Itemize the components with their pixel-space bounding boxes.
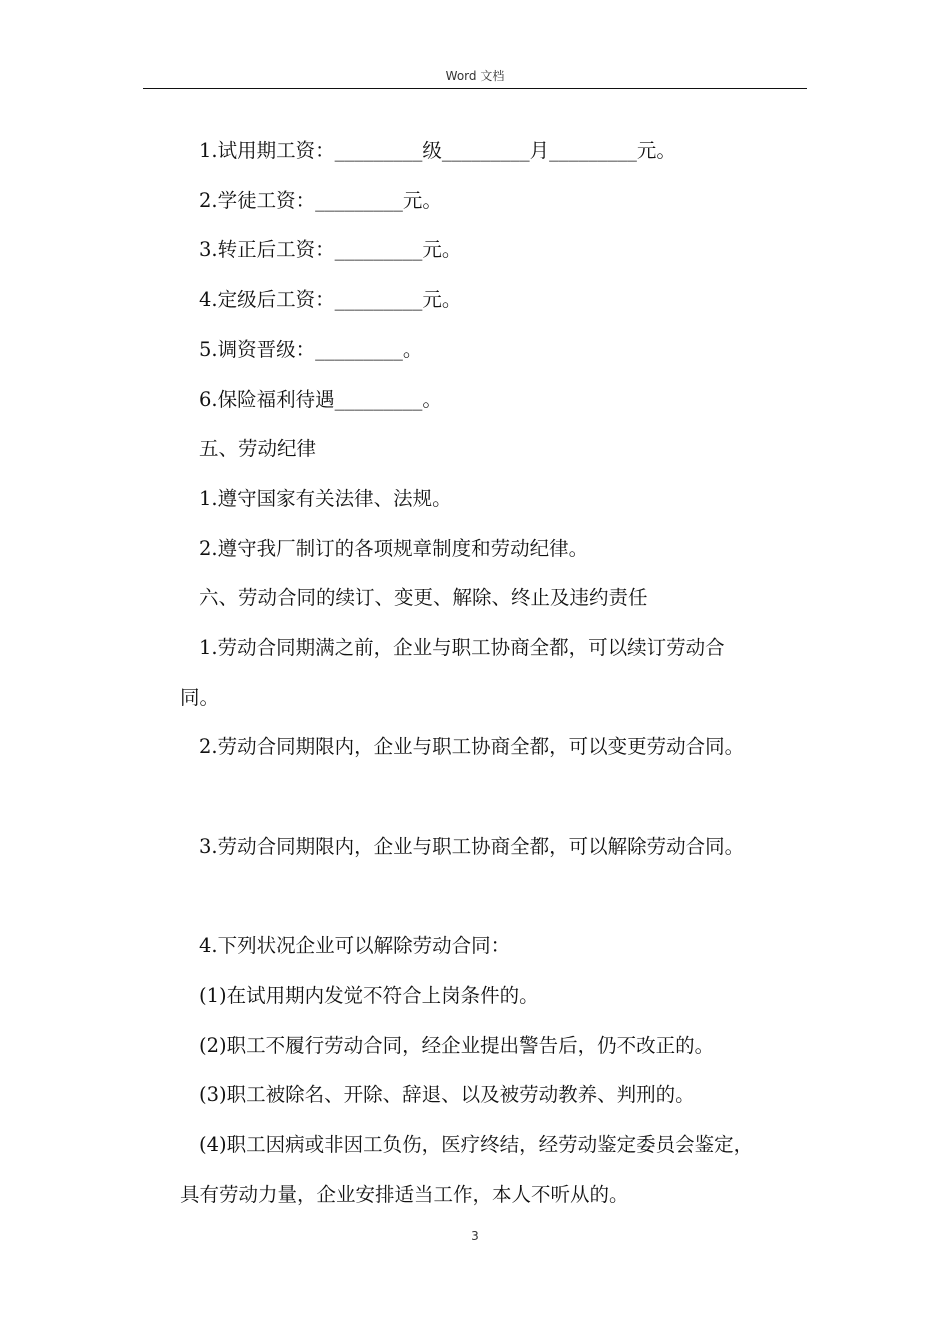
list-item-4-line1: (4)职工因病或非因工负伤，医疗终结，经劳动鉴定委员会鉴定， xyxy=(199,1133,754,1157)
paragraph-salary-promotion: 5.调资晋级：_________。 xyxy=(199,337,423,361)
paragraph-insurance-benefits: 6.保险福利待遇_________。 xyxy=(199,387,442,411)
list-item-3: (3)职工被除名、开除、辞退、以及被劳动教养、判刑的。 xyxy=(199,1083,695,1107)
page-header: Word 文档 xyxy=(445,69,505,83)
paragraph-contract-1-line2: 同。 xyxy=(180,685,220,709)
paragraph-graded-salary: 4.定级后工资：_________元。 xyxy=(199,288,462,312)
paragraph-contract-4: 4.下列状况企业可以解除劳动合同： xyxy=(199,934,511,958)
header-rule xyxy=(143,88,807,89)
list-item-4-line2: 具有劳动力量，企业安排适当工作，本人不听从的。 xyxy=(180,1182,629,1206)
section-heading-labor-discipline: 五、劳动纪律 xyxy=(199,437,317,461)
list-item-2: (2)职工不履行劳动合同，经企业提出警告后，仍不改正的。 xyxy=(199,1033,715,1057)
paragraph-apprentice-salary: 2.学徒工资：_________元。 xyxy=(199,188,442,212)
paragraph-probation-salary: 1.试用期工资：_________级_________月_________元。 xyxy=(199,139,676,162)
document-body xyxy=(180,126,820,1219)
section-heading-contract-terms: 六、劳动合同的续订、变更、解除、终止及违约责任 xyxy=(199,586,648,610)
paragraph-discipline-1: 1.遵守国家有关法律、法规。 xyxy=(199,486,452,510)
list-item-1: (1)在试用期内发觉不符合上岗条件的。 xyxy=(199,983,539,1007)
paragraph-contract-3: 3.劳动合同期限内，企业与职工协商全都，可以解除劳动合同。 xyxy=(199,834,745,858)
paragraph-regular-salary: 3.转正后工资：_________元。 xyxy=(199,238,462,262)
paragraph-contract-2: 2.劳动合同期限内，企业与职工协商全都，可以变更劳动合同。 xyxy=(199,735,745,759)
paragraph-contract-1-line1: 1.劳动合同期满之前，企业与职工协商全都，可以续订劳动合 xyxy=(199,636,725,660)
page-number: 3 xyxy=(471,1229,479,1243)
paragraph-discipline-2: 2.遵守我厂制订的各项规章制度和劳动纪律。 xyxy=(199,536,589,560)
